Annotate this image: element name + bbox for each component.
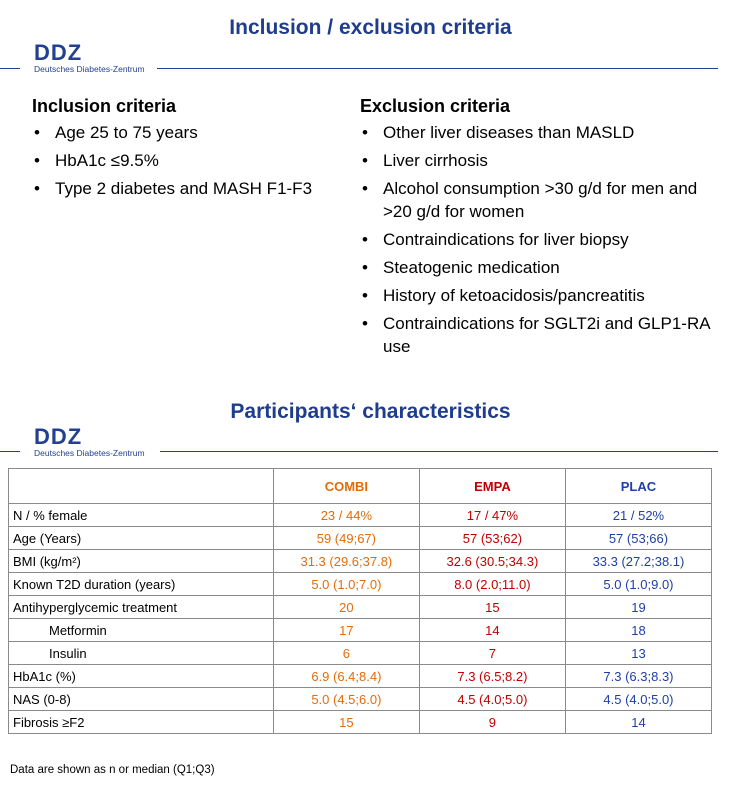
cell-empa: 57 (53;62) bbox=[419, 527, 565, 550]
cell-empa: 7 bbox=[419, 642, 565, 665]
exclusion-list bbox=[360, 121, 720, 358]
list-item: • Liver cirrhosis bbox=[360, 149, 720, 172]
cell-plac: 7.3 (6.3;8.3) bbox=[565, 665, 711, 688]
list-item: • Other liver diseases than MASLD bbox=[360, 121, 720, 144]
section-title-characteristics: Participants‘ characteristics bbox=[230, 400, 511, 423]
cell-plac: 13 bbox=[565, 642, 711, 665]
row-label: Insulin bbox=[9, 642, 274, 665]
list-item: • Steatogenic medication bbox=[360, 256, 720, 279]
section-title-criteria: Inclusion / exclusion criteria bbox=[229, 16, 512, 39]
list-item: • Alcohol consumption >30 g/d for men and >20 g/d for women bbox=[360, 177, 720, 223]
cell-combi: 15 bbox=[273, 711, 419, 734]
row-label: Antihyperglycemic treatment bbox=[9, 596, 274, 619]
header-rule bbox=[160, 451, 718, 452]
row-label: Fibrosis ≥F2 bbox=[9, 711, 274, 734]
logo-mark: DDZ bbox=[34, 424, 83, 449]
ddz-logo bbox=[34, 42, 145, 74]
row-label: Age (Years) bbox=[9, 527, 274, 550]
cell-plac: 18 bbox=[565, 619, 711, 642]
footnote: Data are shown as n or median (Q1;Q3) bbox=[10, 764, 215, 776]
cell-empa: 7.3 (6.5;8.2) bbox=[419, 665, 565, 688]
cell-plac: 57 (53;66) bbox=[565, 527, 711, 550]
cell-empa: 32.6 (30.5;34.3) bbox=[419, 550, 565, 573]
cell-plac: 19 bbox=[565, 596, 711, 619]
row-label: BMI (kg/m²) bbox=[9, 550, 274, 573]
header-rule bbox=[157, 68, 718, 69]
header-rule-left bbox=[0, 68, 20, 69]
cell-combi: 23 / 44% bbox=[273, 504, 419, 527]
cell-combi: 5.0 (4.5;6.0) bbox=[273, 688, 419, 711]
table-row bbox=[9, 642, 712, 665]
cell-empa: 9 bbox=[419, 711, 565, 734]
table-row bbox=[9, 619, 712, 642]
cell-empa: 14 bbox=[419, 619, 565, 642]
table-row bbox=[9, 504, 712, 527]
column-header-combi: COMBI bbox=[273, 469, 419, 504]
list-item: • Contraindications for SGLT2i and GLP1-RA use bbox=[360, 312, 720, 358]
inclusion-criteria bbox=[32, 96, 332, 205]
column-header-empa: EMPA bbox=[419, 469, 565, 504]
cell-plac: 14 bbox=[565, 711, 711, 734]
list-item: • Age 25 to 75 years bbox=[32, 121, 332, 144]
cell-combi: 6 bbox=[273, 642, 419, 665]
list-item: • HbA1c ≤9.5% bbox=[32, 149, 332, 172]
cell-combi: 5.0 (1.0;7.0) bbox=[273, 573, 419, 596]
cell-combi: 31.3 (29.6;37.8) bbox=[273, 550, 419, 573]
cell-empa: 4.5 (4.0;5.0) bbox=[419, 688, 565, 711]
list-item: • Type 2 diabetes and MASH F1-F3 bbox=[32, 177, 332, 200]
cell-empa: 8.0 (2.0;11.0) bbox=[419, 573, 565, 596]
characteristics-table bbox=[8, 468, 712, 734]
cell-combi: 59 (49;67) bbox=[273, 527, 419, 550]
inclusion-heading: Inclusion criteria bbox=[32, 96, 177, 116]
row-label: Known T2D duration (years) bbox=[9, 573, 274, 596]
inclusion-list bbox=[32, 121, 332, 200]
ddz-logo bbox=[34, 426, 145, 458]
table-row bbox=[9, 527, 712, 550]
header-rule-left bbox=[0, 451, 20, 452]
row-label: NAS (0-8) bbox=[9, 688, 274, 711]
table-header-empty bbox=[9, 469, 274, 504]
row-label: N / % female bbox=[9, 504, 274, 527]
list-item: • History of ketoacidosis/pancreatitis bbox=[360, 284, 720, 307]
table-row bbox=[9, 665, 712, 688]
table-row bbox=[9, 550, 712, 573]
cell-combi: 17 bbox=[273, 619, 419, 642]
logo-subtitle: Deutsches Diabetes-Zentrum bbox=[34, 64, 145, 74]
table-row bbox=[9, 688, 712, 711]
cell-plac: 4.5 (4.0;5.0) bbox=[565, 688, 711, 711]
cell-plac: 5.0 (1.0;9.0) bbox=[565, 573, 711, 596]
row-label: Metformin bbox=[9, 619, 274, 642]
cell-combi: 20 bbox=[273, 596, 419, 619]
exclusion-heading: Exclusion criteria bbox=[360, 96, 511, 116]
row-label: HbA1c (%) bbox=[9, 665, 274, 688]
table-row bbox=[9, 711, 712, 734]
logo-subtitle: Deutsches Diabetes-Zentrum bbox=[34, 448, 145, 458]
table-row bbox=[9, 596, 712, 619]
table-row bbox=[9, 573, 712, 596]
cell-empa: 17 / 47% bbox=[419, 504, 565, 527]
cell-combi: 6.9 (6.4;8.4) bbox=[273, 665, 419, 688]
table-header-row bbox=[9, 469, 712, 504]
list-item: • Contraindications for liver biopsy bbox=[360, 228, 720, 251]
cell-plac: 33.3 (27.2;38.1) bbox=[565, 550, 711, 573]
logo-mark: DDZ bbox=[34, 40, 83, 65]
column-header-plac: PLAC bbox=[565, 469, 711, 504]
cell-plac: 21 / 52% bbox=[565, 504, 711, 527]
cell-empa: 15 bbox=[419, 596, 565, 619]
exclusion-criteria bbox=[360, 96, 720, 363]
